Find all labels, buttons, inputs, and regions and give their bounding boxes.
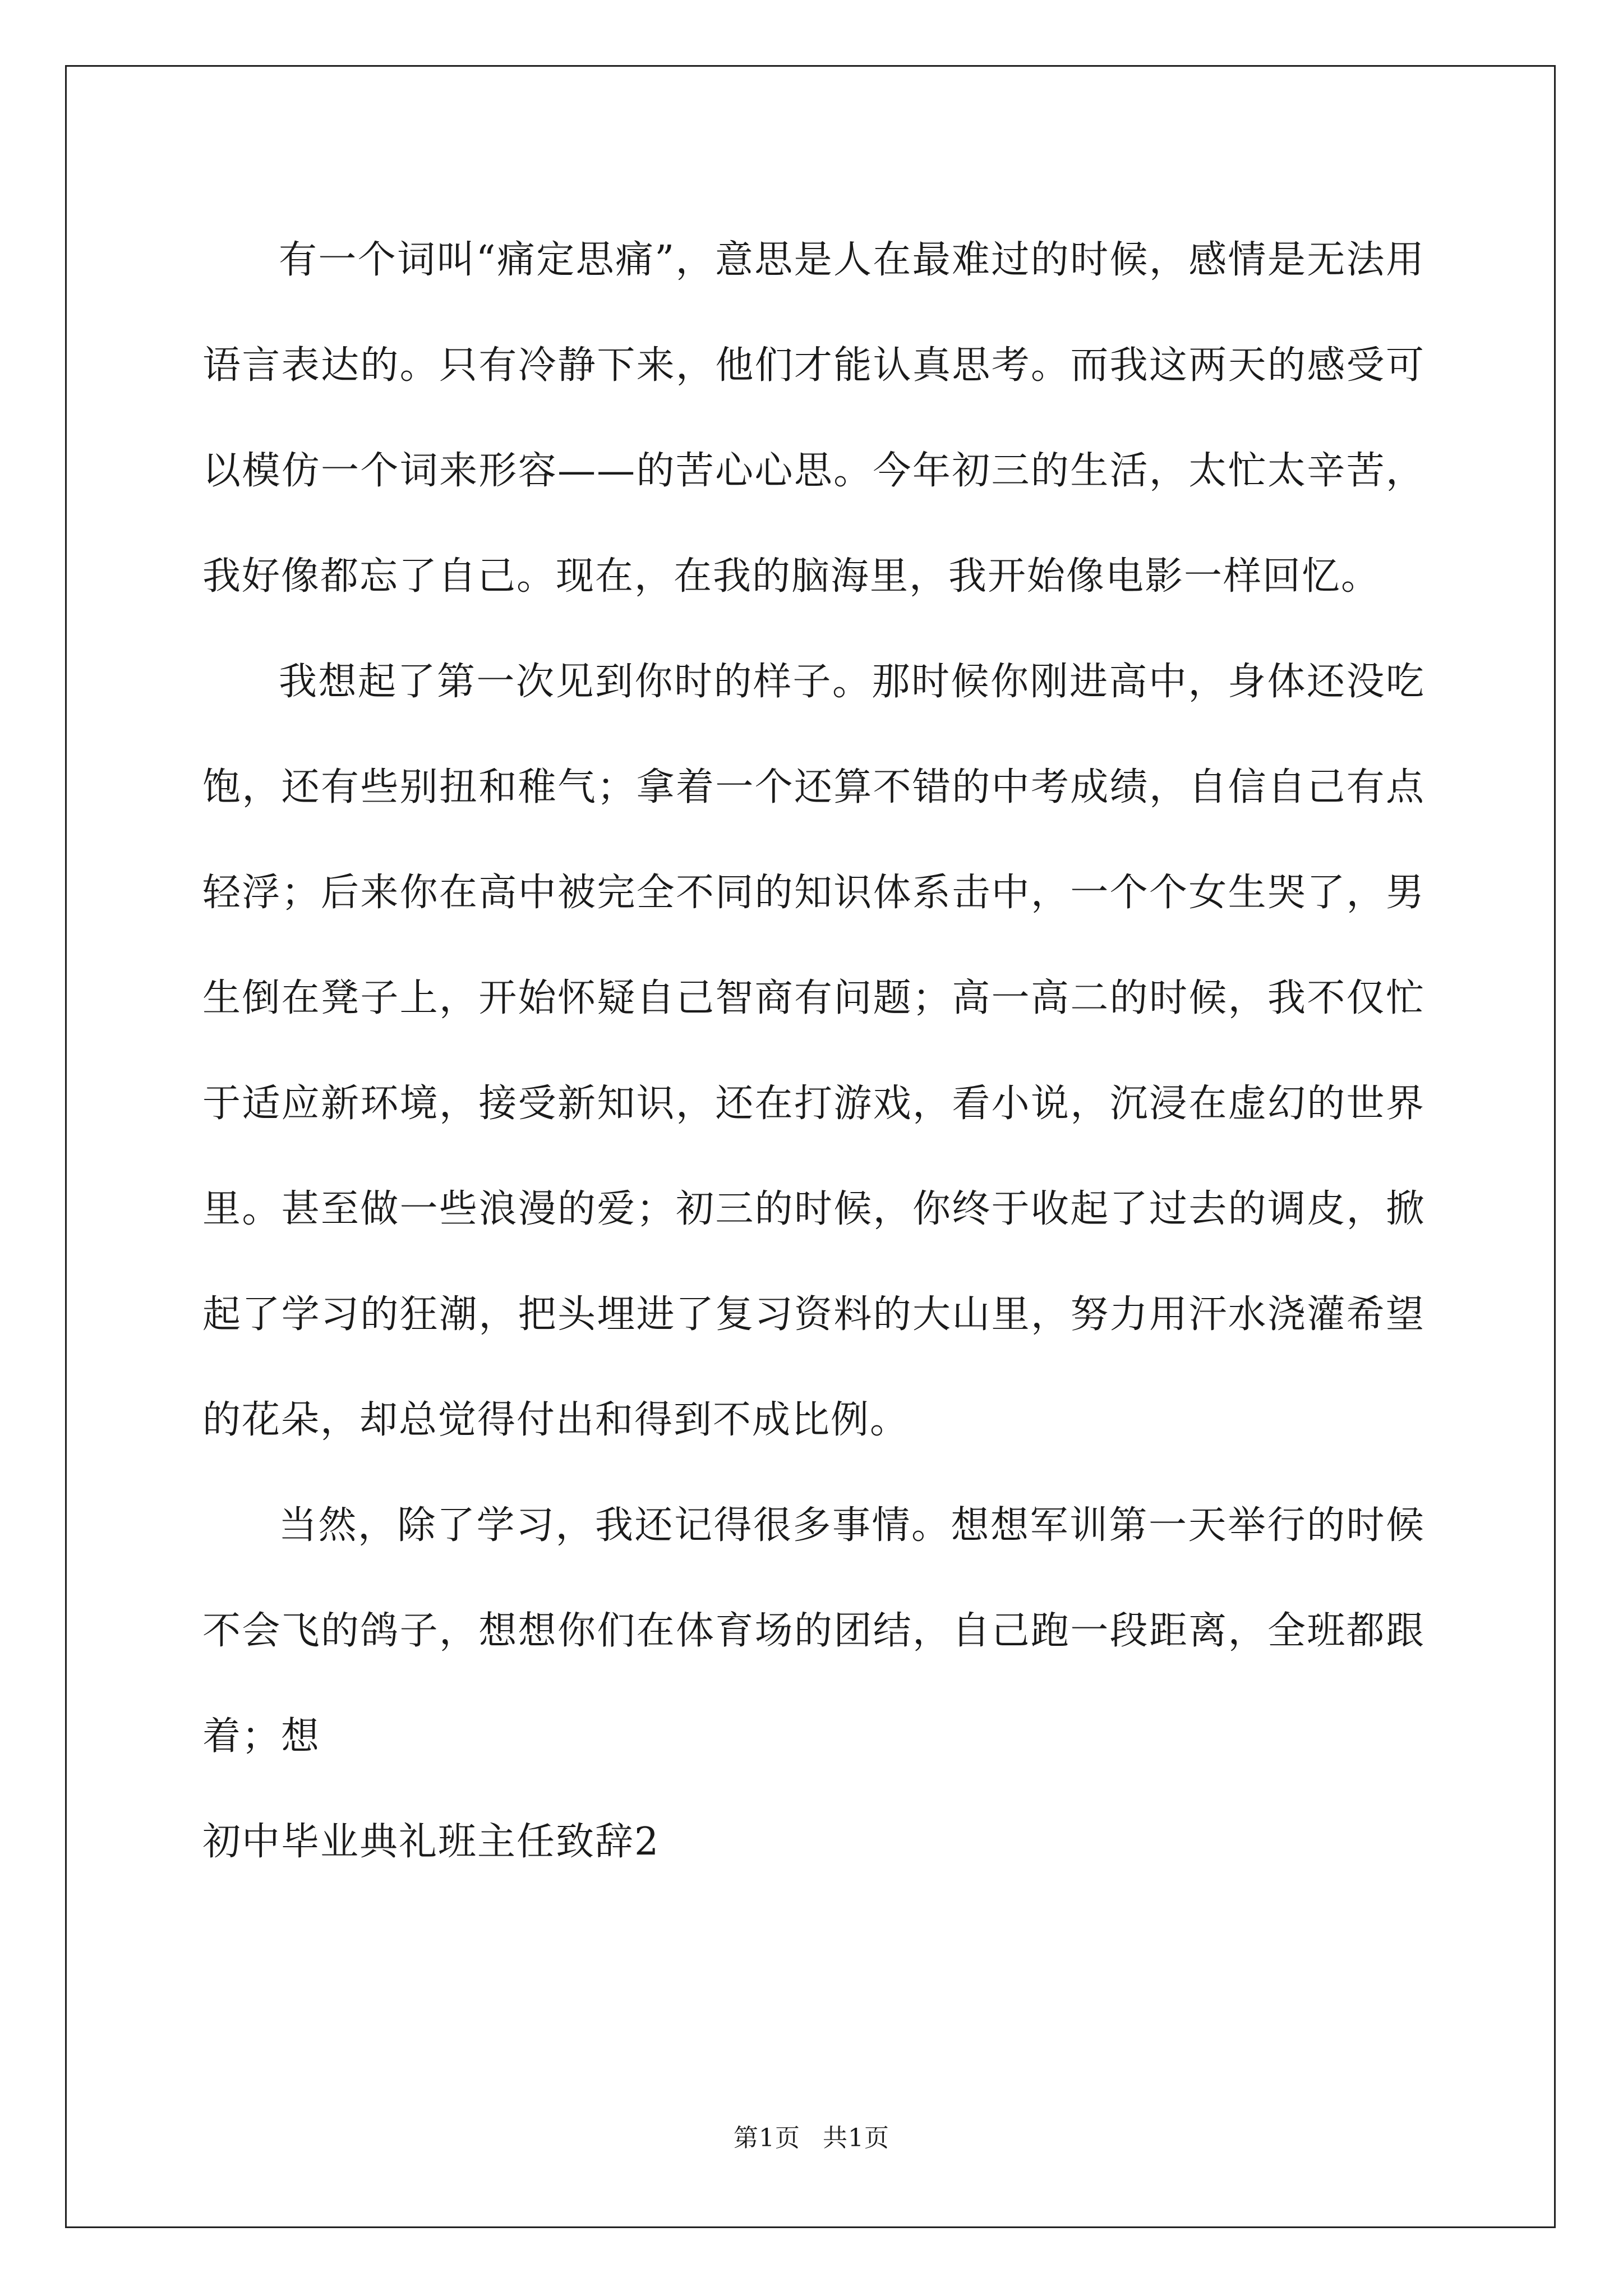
document-body (202, 208, 1425, 1895)
page-footer (0, 2118, 1623, 2154)
page-number-current: 第1页 (734, 2124, 800, 2152)
paragraph-3: 当然，除了学习，我还记得很多事情。想想军训第一天举行的时候不会飞的鸽子，想想你们在体育场的团结，自己跑一段距离，全班都跟着；想 (202, 1503, 1425, 1759)
paragraph-1: 有一个词叫“痛定思痛”，意思是人在最难过的时候，感情是无法用语言表达的。只有冷静下来，他们才能认真思考。而我这两天的感受可以模仿一个词来形容——的苦心心思。今年初三的生活，太忙太辛苦，我好像都忘了自己。现在，在我的脑海里，我开始像电影一样回忆。 (202, 238, 1425, 599)
paragraph-2: 我想起了第一次见到你时的样子。那时候你刚进高中，身体还没吃饱，还有些别扭和稚气；拿着一个还算不错的中考成绩，自信自己有点轻浮；后来你在高中被完全不同的知识体系击中，一个个女生哭了，男生倒在凳子上，开始怀疑自己智商有问题；高一高二的时候，我不仅忙于适应新环境，接受新知识，还在打游戏，看小说，沉浸在虚幻的世界里。甚至做一些浪漫的爱；初三的时候，你终于收起了过去的调皮，掀起了学习的狂潮，把头埋进了复习资料的大山里，努力用汗水浇灌希望的花朵，却总觉得付出和得到不成比例。 (202, 660, 1425, 1442)
page-number-total: 共1页 (823, 2124, 889, 2152)
section-title: 初中毕业典礼班主任致辞2 (202, 1820, 660, 1864)
